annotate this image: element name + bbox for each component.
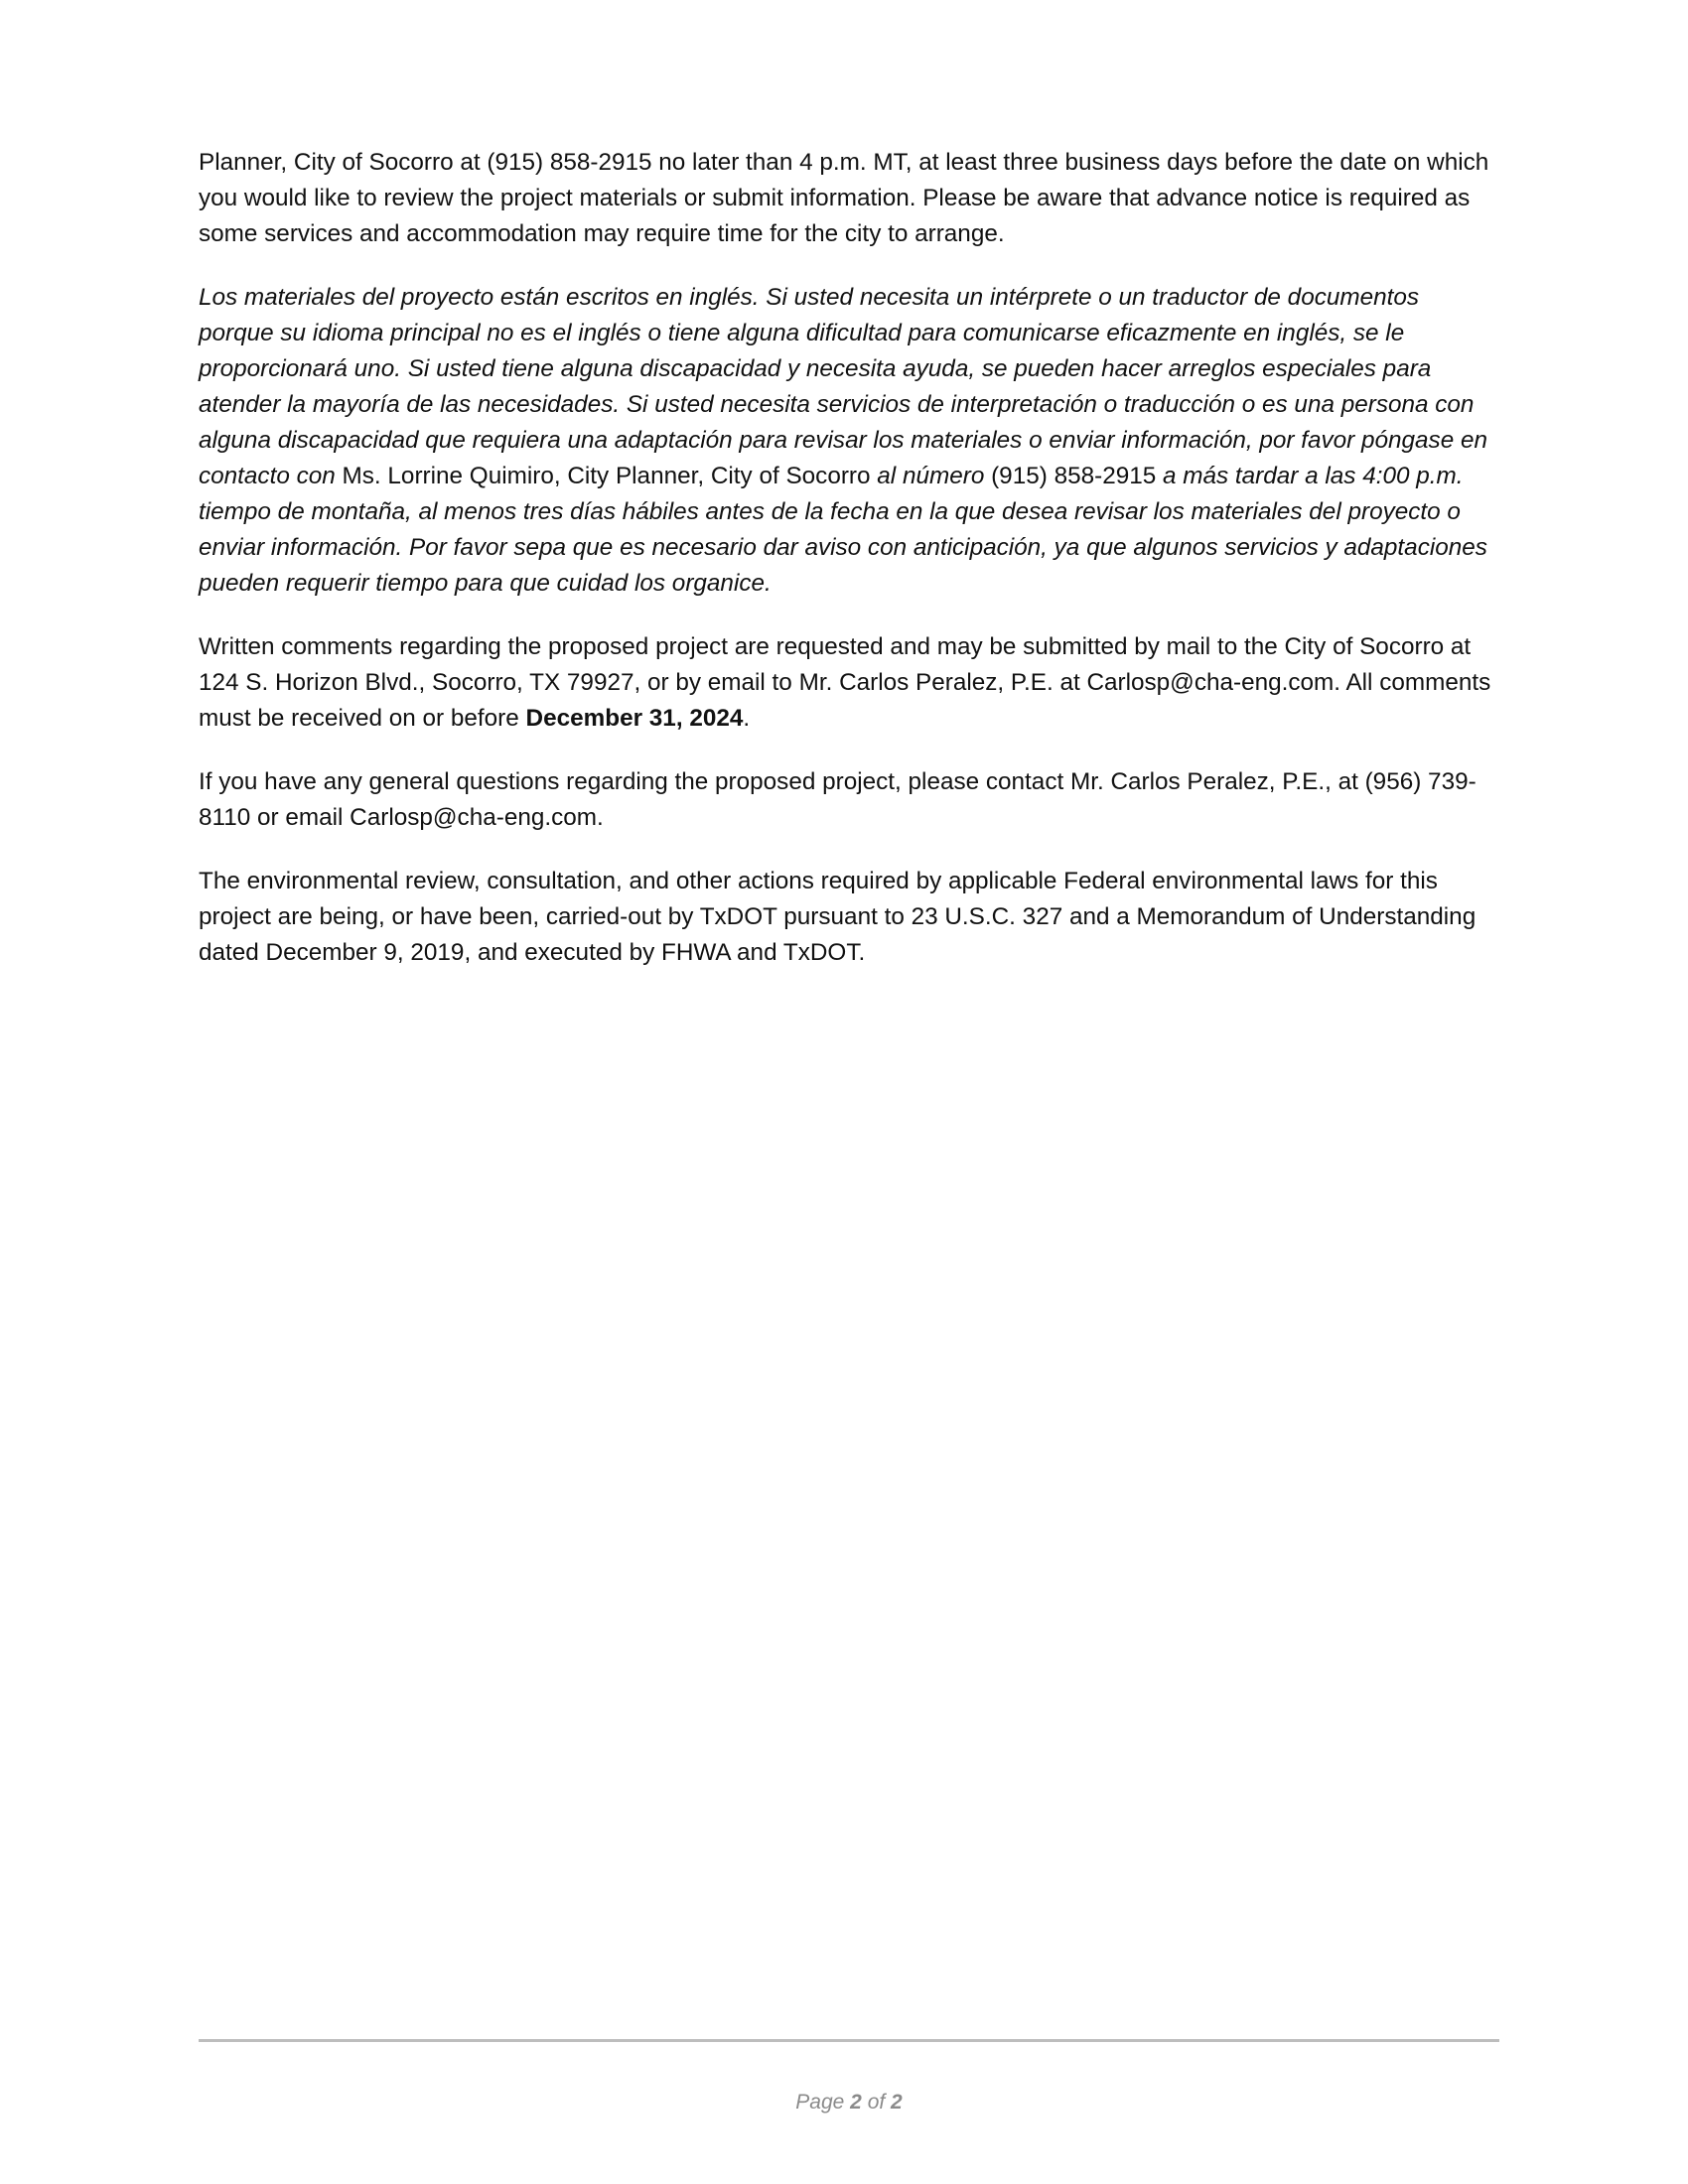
- page-footer: [0, 2091, 1688, 2115]
- footer-page-word: Page: [795, 2091, 845, 2114]
- paragraph-written-comments: [199, 629, 1499, 737]
- paragraph-accommodation-english: Planner, City of Socorro at (915) 858-2915 no later than 4 p.m. MT, at least three business days before the date on which you would like to review the project materials or submit information. Please be aware that advance notice is required as some services and accommodation may require time for the city to arrange.: [199, 149, 1489, 247]
- comments-deadline: December 31, 2024: [525, 705, 744, 732]
- comments-end: .: [743, 705, 751, 732]
- footer-divider: [199, 2039, 1499, 2042]
- footer-of-word: of: [867, 2091, 886, 2114]
- paragraph-general-questions: If you have any general questions regarding the proposed project, please contact Mr. Carlos Peralez, P.E., at (956) 739-8110 or email Carlosp@cha-eng.com.: [199, 768, 1477, 831]
- footer-current-page: 2: [850, 2091, 862, 2114]
- paragraph-environmental-review: The environmental review, consultation, and other actions required by applicable Federal environmental laws for this project are being, or have been, carried-out by TxDOT pursuant to 23 U.S.C. 327 and a Memorandum of Understanding dated December 9, 2019, and executed by FHWA and TxDOT.: [199, 868, 1477, 966]
- paragraph-accommodation-spanish: [199, 280, 1499, 602]
- spanish-text-part2: al número: [877, 463, 985, 489]
- footer-total-pages: 2: [891, 2091, 903, 2114]
- document-body: [199, 145, 1499, 999]
- spanish-text-part3: a más tardar a las 4:00 p.m. tiempo de montaña, al menos tres días hábiles antes de la fecha en la que desea revisar los materiales del proyecto o enviar información. Por favor sepa que es necesario dar aviso con anticipación, ya que algunos servicios y adaptaciones pueden requerir tiempo para que cuidad los organice.: [199, 463, 1487, 597]
- spanish-text-part1: Los materiales del proyecto están escritos en inglés. Si usted necesita un intérprete o un traductor de documentos porque su idioma principal no es el inglés o tiene alguna dificultad para comunicarse eficazmente en inglés, se le proporcionará uno. Si usted tiene alguna discapacidad y necesita ayuda, se pueden hacer arreglos especiales para atender la mayoría de las necesidades. Si usted necesita servicios de interpretación o traducción o es una persona con alguna discapacidad que requiera una adaptación para revisar los materiales o enviar información, por favor póngase en contacto con: [199, 284, 1487, 489]
- spanish-contact-phone: (915) 858-2915: [984, 463, 1163, 489]
- spanish-contact-name: Ms. Lorrine Quimiro, City Planner, City of Socorro: [335, 463, 878, 489]
- comments-text: Written comments regarding the proposed project are requested and may be submitted by mail to the City of Socorro at 124 S. Horizon Blvd., Socorro, TX 79927, or by email to Mr. Carlos Peralez, P.E. at Carlosp@cha-eng.com. All comments must be received on or before: [199, 633, 1491, 732]
